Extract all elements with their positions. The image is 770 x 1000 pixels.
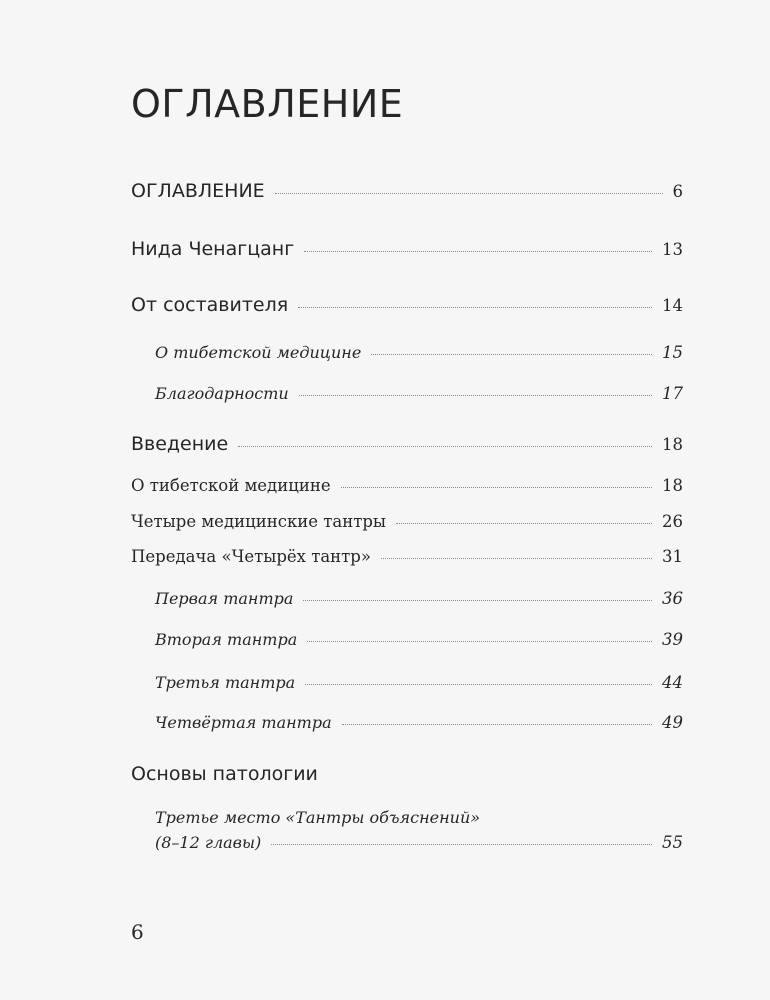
toc-entry-label: Первая тантра bbox=[155, 589, 294, 608]
toc-entry-page: 55 bbox=[662, 833, 683, 852]
toc-entry[interactable] bbox=[155, 630, 683, 649]
toc-entry-page: 15 bbox=[662, 343, 683, 362]
toc-entry-label: Третья тантра bbox=[155, 673, 296, 692]
dot-leader bbox=[341, 487, 652, 488]
toc-entry-page: 14 bbox=[662, 296, 683, 315]
toc-entry-page: 31 bbox=[662, 547, 683, 566]
toc-entry[interactable] bbox=[155, 589, 683, 608]
toc-entry-page: 49 bbox=[662, 713, 683, 732]
toc-entry[interactable] bbox=[131, 547, 683, 566]
dot-leader bbox=[381, 558, 652, 559]
toc-entry-page: 26 bbox=[662, 512, 683, 531]
toc-entry-label: Нида Ченагцанг bbox=[131, 238, 295, 260]
dot-leader bbox=[305, 684, 652, 685]
toc-entry-label: (8–12 главы) bbox=[155, 833, 262, 852]
toc-section-heading[interactable]: Основы патологии bbox=[131, 763, 318, 785]
toc-entry[interactable] bbox=[131, 238, 683, 260]
toc-entry-label: О тибетской медицине bbox=[155, 343, 362, 362]
toc-entry-label: Четвёртая тантра bbox=[155, 713, 332, 732]
dot-leader bbox=[304, 251, 652, 252]
toc-entry[interactable] bbox=[131, 476, 683, 495]
toc-entry[interactable] bbox=[131, 294, 683, 316]
toc-entry-page: 36 bbox=[662, 589, 683, 608]
toc-entry-label: О тибетской медицине bbox=[131, 476, 331, 495]
toc-entry-label: Введение bbox=[131, 433, 229, 455]
toc-entry-page: 13 bbox=[662, 240, 683, 259]
dot-leader bbox=[342, 724, 652, 725]
dot-leader bbox=[299, 395, 652, 396]
toc-entry-page: 6 bbox=[672, 182, 683, 201]
toc-entry-label: Передача «Четырёх тантр» bbox=[131, 547, 371, 566]
toc-entry-label: Благодарности bbox=[155, 384, 289, 403]
toc-entry[interactable] bbox=[155, 343, 683, 362]
toc-entry-page: 44 bbox=[662, 673, 683, 692]
toc-entry-label: Четыре медицинские тантры bbox=[131, 512, 387, 531]
toc-entry[interactable] bbox=[131, 180, 683, 202]
toc-entry-page: 39 bbox=[662, 630, 683, 649]
page-number: 6 bbox=[131, 920, 144, 944]
dot-leader bbox=[271, 844, 652, 845]
toc-entry[interactable] bbox=[131, 512, 683, 531]
toc-entry[interactable] bbox=[155, 713, 683, 732]
dot-leader bbox=[303, 600, 652, 601]
toc-entry-label: От составителя bbox=[131, 294, 289, 316]
toc-entry-page: 18 bbox=[662, 435, 683, 454]
page-title: ОГЛАВЛЕНИЕ bbox=[131, 82, 404, 126]
toc-entry[interactable] bbox=[155, 384, 683, 403]
dot-leader bbox=[307, 641, 652, 642]
toc-entry-page: 17 bbox=[662, 384, 683, 403]
toc-entry-label: Вторая тантра bbox=[155, 630, 298, 649]
dot-leader bbox=[396, 523, 652, 524]
toc-entry[interactable] bbox=[131, 433, 683, 455]
dot-leader bbox=[371, 354, 652, 355]
toc-entry-multiline-label[interactable]: Третье место «Тантры объяснений» bbox=[155, 808, 481, 827]
toc-entry-page: 18 bbox=[662, 476, 683, 495]
dot-leader bbox=[298, 307, 652, 308]
dot-leader bbox=[238, 446, 652, 447]
toc-entry[interactable] bbox=[155, 673, 683, 692]
dot-leader bbox=[275, 193, 663, 194]
toc-entry-label: ОГЛАВЛЕНИЕ bbox=[131, 180, 265, 202]
toc-entry[interactable] bbox=[155, 833, 683, 852]
